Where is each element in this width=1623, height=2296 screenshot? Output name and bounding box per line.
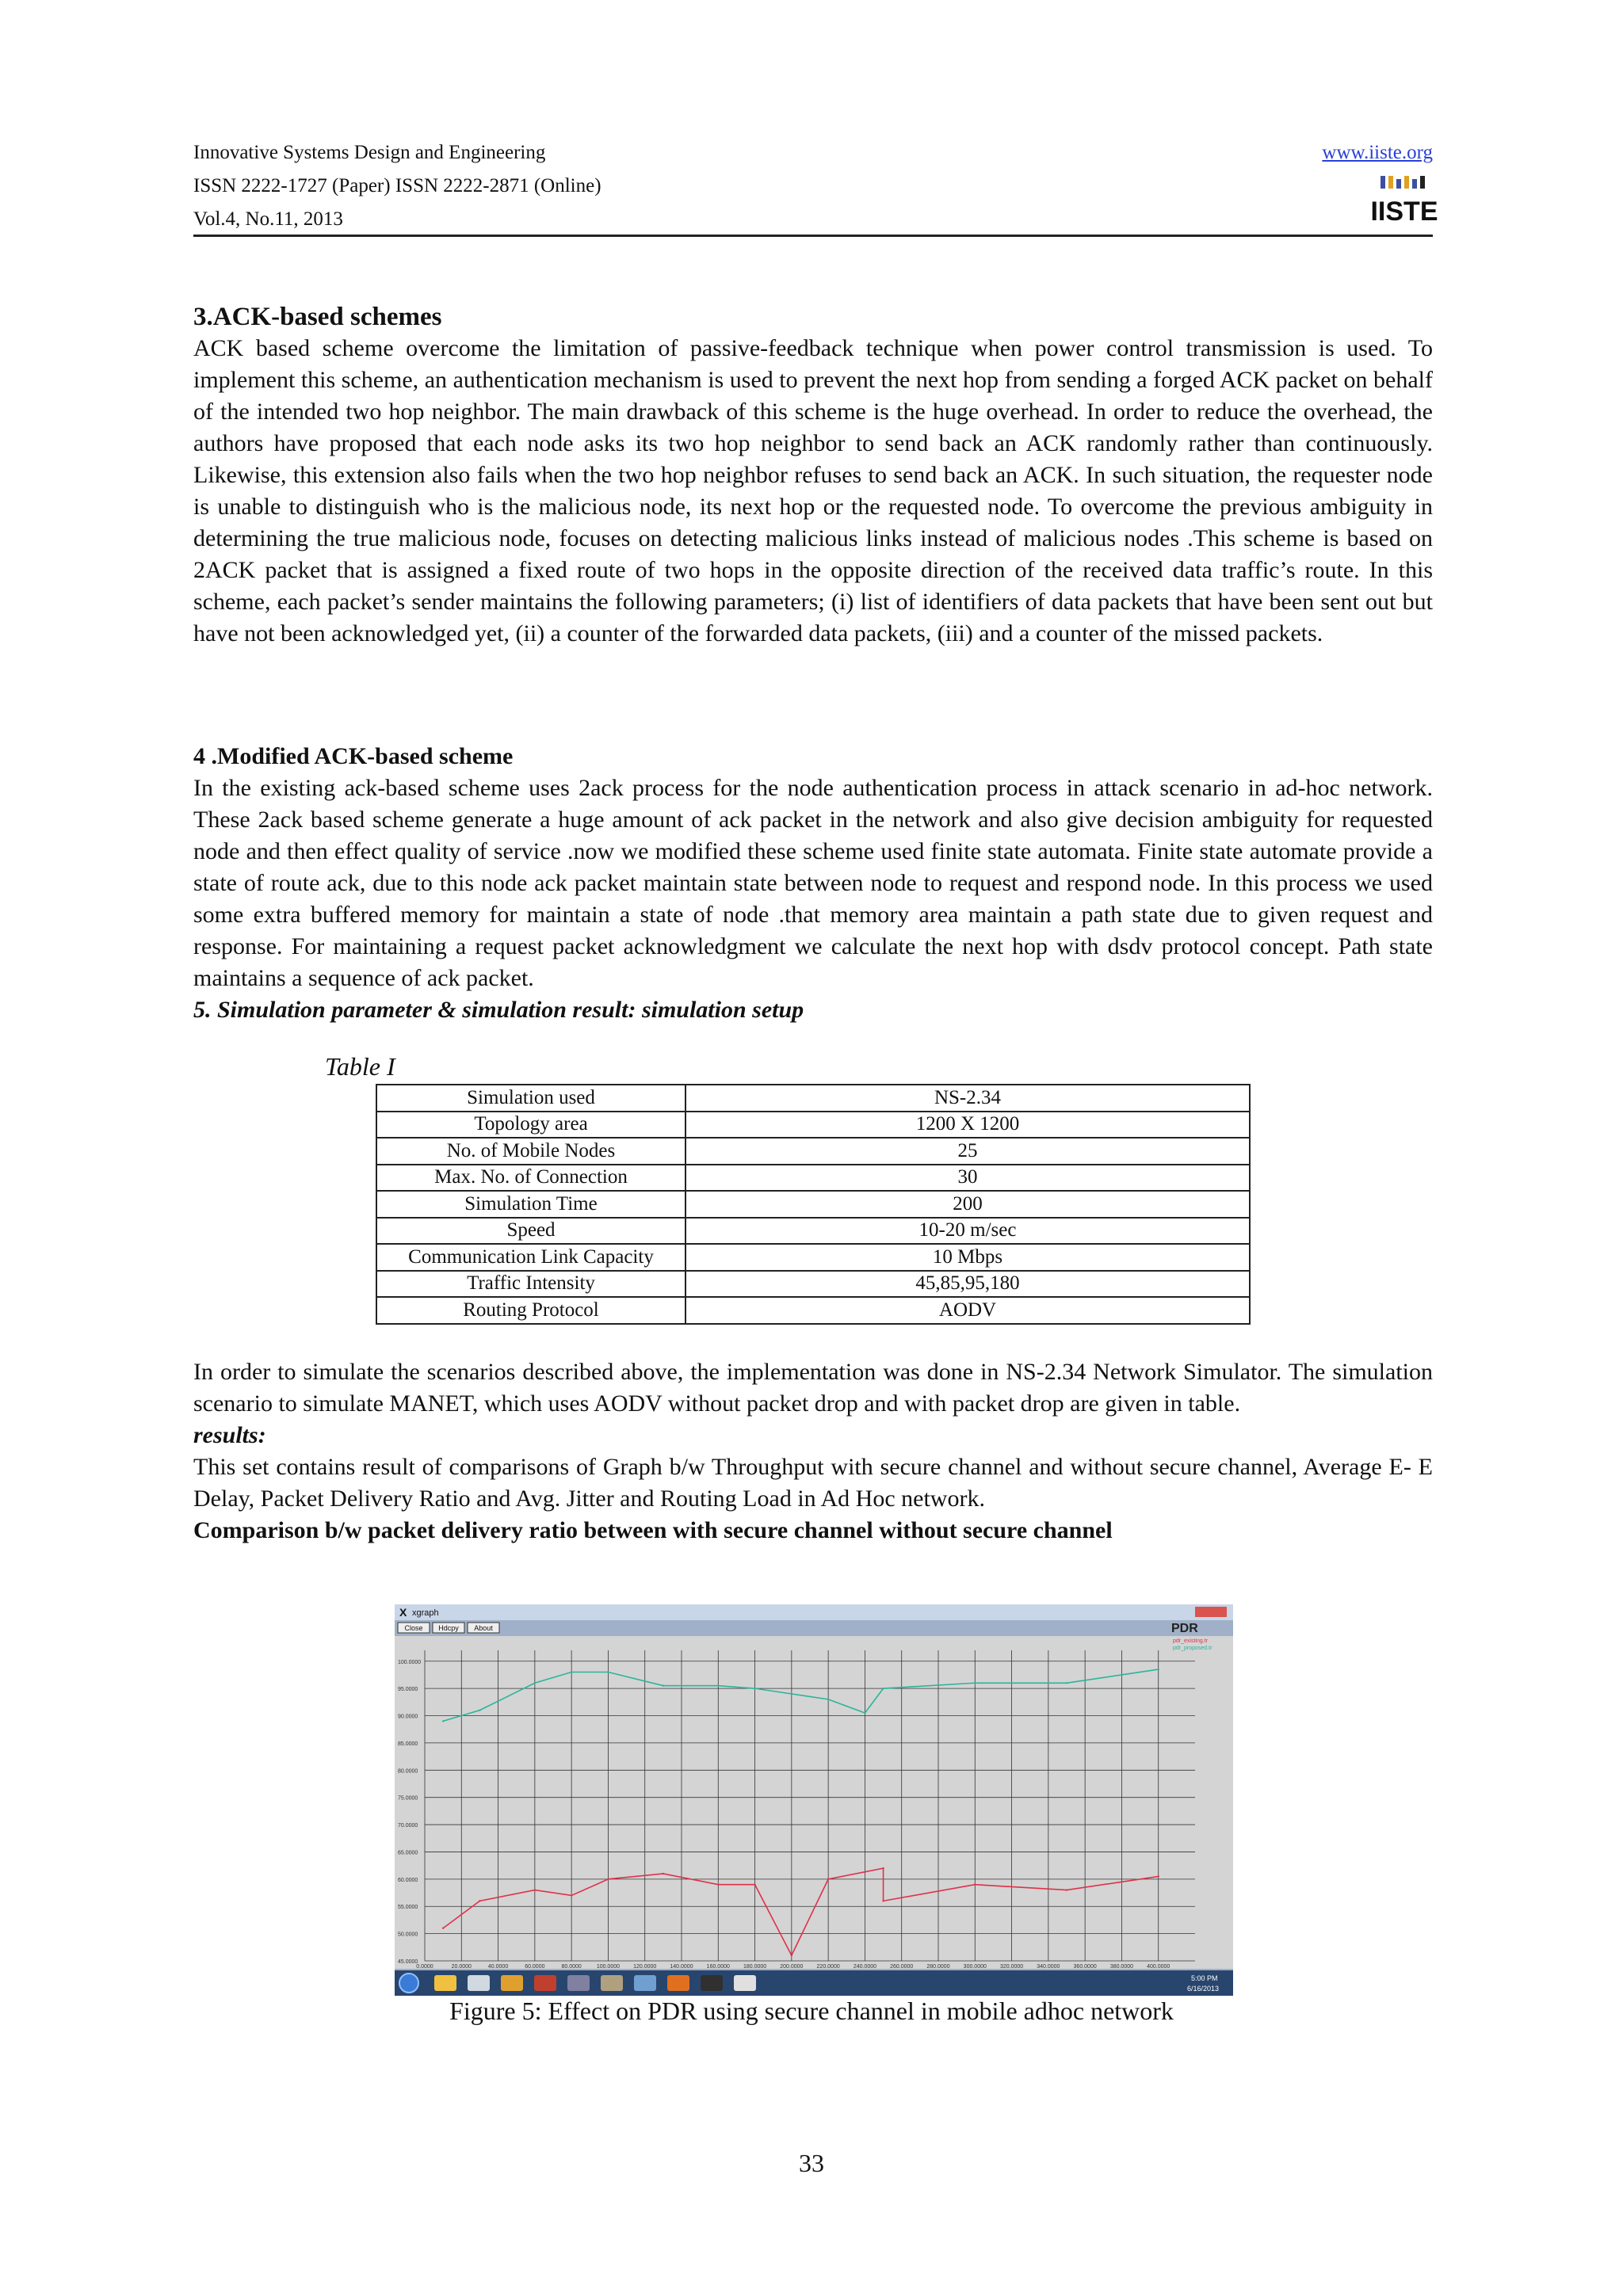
x-tick-label: 400.0000 bbox=[1147, 1964, 1170, 1970]
table-value-cell: 25 bbox=[685, 1138, 1250, 1165]
section-3-heading: 3.ACK-based schemes bbox=[193, 303, 442, 331]
simulation-table-body bbox=[376, 1085, 1250, 1324]
x-tick-label: 80.0000 bbox=[561, 1964, 582, 1970]
x-tick-label: 140.0000 bbox=[670, 1964, 693, 1970]
table-parameter-cell: Speed bbox=[376, 1218, 685, 1245]
table-parameter-cell: Max. No. of Connection bbox=[376, 1165, 685, 1192]
y-tick-label: 50.0000 bbox=[398, 1932, 418, 1938]
data-point bbox=[571, 1671, 572, 1672]
figure-caption: Figure 5: Effect on PDR using secure channel in mobile adhoc network bbox=[449, 1997, 1174, 2025]
y-tick-label: 65.0000 bbox=[398, 1850, 418, 1856]
y-tick-label: 45.0000 bbox=[398, 1959, 418, 1965]
data-point bbox=[754, 1688, 755, 1689]
section-4 bbox=[193, 741, 1433, 1026]
figure-5-screenshot bbox=[395, 1604, 1233, 1996]
journal-url-link[interactable]: www.iiste.org bbox=[1322, 142, 1433, 163]
window-close-button[interactable] bbox=[1195, 1607, 1227, 1617]
table-row bbox=[376, 1112, 1250, 1138]
table-parameter-cell: No. of Mobile Nodes bbox=[376, 1138, 685, 1165]
chart-label: PDR bbox=[1171, 1622, 1198, 1635]
taskbar-app-icon[interactable] bbox=[701, 1975, 723, 1991]
issn-line: ISSN 2222-1727 (Paper) ISSN 2222-2871 (Online) bbox=[193, 175, 601, 196]
x-tick-label: 40.0000 bbox=[487, 1964, 509, 1970]
data-point bbox=[663, 1873, 664, 1875]
x-icon: X bbox=[399, 1606, 407, 1619]
x-tick-label: 380.0000 bbox=[1109, 1964, 1134, 1970]
y-tick-label: 75.0000 bbox=[398, 1795, 418, 1802]
data-point bbox=[791, 1693, 792, 1695]
y-tick-label: 55.0000 bbox=[398, 1905, 418, 1911]
table-caption: Table I bbox=[325, 1052, 395, 1081]
table-parameter-cell: Traffic Intensity bbox=[376, 1271, 685, 1298]
xgraph-button-label: Hdcpy bbox=[438, 1624, 459, 1632]
data-point bbox=[827, 1699, 829, 1700]
legend-entry: pdr_existing.tr bbox=[1173, 1638, 1208, 1644]
y-tick-label: 85.0000 bbox=[398, 1741, 418, 1747]
x-tick-label: 180.0000 bbox=[743, 1964, 767, 1970]
x-tick-label: 340.0000 bbox=[1037, 1964, 1060, 1970]
x-tick-label: 0.0000 bbox=[416, 1964, 433, 1970]
y-tick-label: 80.0000 bbox=[398, 1768, 418, 1775]
comparison-heading: Comparison b/w packet delivery ratio between with secure channel without secure channel bbox=[193, 1517, 1113, 1543]
results-paragraph: This set contains result of comparisons of Graph b/w Throughput with secure channel and without secure channel, Average E- E Delay, Packet Delivery Ratio and Avg. Jitter and Routing Load in Ad Hoc network. bbox=[193, 1454, 1433, 1512]
taskbar-date: 6/16/2013 bbox=[1187, 1985, 1220, 1993]
data-point bbox=[442, 1928, 444, 1929]
data-point bbox=[534, 1889, 536, 1890]
section-3 bbox=[193, 301, 1433, 650]
y-tick-label: 70.0000 bbox=[398, 1823, 418, 1829]
volume-line: Vol.4, No.11, 2013 bbox=[193, 208, 343, 230]
data-point bbox=[1158, 1669, 1159, 1670]
table-parameter-cell: Simulation used bbox=[376, 1085, 685, 1112]
data-point bbox=[827, 1878, 829, 1880]
table-parameter-cell: Simulation Time bbox=[376, 1191, 685, 1218]
data-point bbox=[791, 1955, 792, 1956]
section-5-heading: 5. Simulation parameter & simulation result: simulation setup bbox=[193, 997, 804, 1023]
window-title: xgraph bbox=[412, 1608, 439, 1618]
data-point bbox=[717, 1884, 719, 1886]
taskbar-app-icon[interactable] bbox=[567, 1975, 590, 1991]
data-point bbox=[754, 1884, 755, 1886]
iiste-logo bbox=[1370, 174, 1438, 227]
plot-background bbox=[395, 1636, 1233, 1969]
data-point bbox=[442, 1720, 444, 1722]
y-tick-label: 90.0000 bbox=[398, 1714, 418, 1720]
page-number: 33 bbox=[799, 2149, 824, 2177]
table-value-cell: AODV bbox=[685, 1297, 1250, 1324]
table-parameter-cell: Communication Link Capacity bbox=[376, 1244, 685, 1271]
table-value-cell: 200 bbox=[685, 1191, 1250, 1218]
xgraph-button-label: About bbox=[474, 1624, 493, 1632]
x-tick-label: 260.0000 bbox=[890, 1964, 914, 1970]
taskbar-app-icon[interactable] bbox=[734, 1975, 756, 1991]
table-value-cell: 10 Mbps bbox=[685, 1244, 1250, 1271]
taskbar-app-icon[interactable] bbox=[434, 1975, 456, 1991]
table-value-cell: NS-2.34 bbox=[685, 1085, 1250, 1112]
x-tick-label: 120.0000 bbox=[633, 1964, 657, 1970]
table-row bbox=[376, 1165, 1250, 1192]
taskbar-app-icon[interactable] bbox=[667, 1975, 689, 1991]
x-tick-label: 60.0000 bbox=[525, 1964, 545, 1970]
table-value-cell: 30 bbox=[685, 1165, 1250, 1192]
data-point bbox=[607, 1671, 609, 1672]
data-point bbox=[717, 1685, 719, 1687]
data-point bbox=[864, 1712, 865, 1714]
data-point bbox=[663, 1685, 664, 1687]
x-axis-ticks bbox=[416, 1964, 1170, 1970]
data-point bbox=[479, 1900, 480, 1901]
data-point bbox=[479, 1709, 480, 1711]
simulation-table bbox=[376, 1084, 1251, 1325]
journal-name: Innovative Systems Design and Engineering bbox=[193, 142, 546, 163]
pdr-chart bbox=[395, 1604, 1233, 1996]
x-tick-label: 300.0000 bbox=[963, 1964, 987, 1970]
x-tick-label: 360.0000 bbox=[1073, 1964, 1097, 1970]
table-row bbox=[376, 1271, 1250, 1298]
y-tick-label: 95.0000 bbox=[398, 1687, 418, 1693]
journal-header bbox=[193, 136, 1438, 236]
table-row bbox=[376, 1297, 1250, 1324]
taskbar-app-icon[interactable] bbox=[634, 1975, 656, 1991]
x-tick-label: 220.0000 bbox=[816, 1964, 840, 1970]
data-point bbox=[607, 1878, 609, 1880]
data-point bbox=[534, 1682, 536, 1684]
legend-entry: pdr_proposed.tr bbox=[1173, 1646, 1212, 1651]
taskbar-app-icon[interactable] bbox=[468, 1975, 490, 1991]
x-tick-label: 160.0000 bbox=[706, 1964, 730, 1970]
x-tick-label: 320.0000 bbox=[999, 1964, 1024, 1970]
x-tick-label: 240.0000 bbox=[853, 1964, 877, 1970]
y-tick-label: 100.0000 bbox=[398, 1659, 422, 1665]
xgraph-buttons bbox=[398, 1623, 499, 1633]
start-button-icon[interactable] bbox=[399, 1974, 418, 1993]
title-bar bbox=[395, 1604, 1233, 1620]
table-value-cell: 45,85,95,180 bbox=[685, 1271, 1250, 1298]
section-4-heading: 4 .Modified ACK-based scheme bbox=[193, 743, 514, 769]
section-3-body: ACK based scheme overcome the limitation of passive-feedback technique when power control transmission is used. To implement this scheme, an authentication mechanism is used to prevent the next hop from sending a forged ACK packet on behalf of the intended two hop neighbor. The main drawback of this scheme is the huge overhead. In order to reduce the overhead, the authors have proposed that each node asks its two hop neighbor to send back an ACK randomly rather than continuously. Likewise, this extension also fails when the two hop neighbor refuses to send back an ACK. In such situation, the requester node is unable to distinguish who is the malicious node, its next hop or the requested node. To overcome the previous ambiguity in determining the true malicious node, focuses on detecting malicious links instead of malicious nodes .This scheme is based on 2ACK packet that is assigned a fixed route of two hops in the opposite direction of the received data traffic’s route. In this scheme, each packet’s sender maintains the following parameters; (i) list of identifiers of data packets that have been sent out but have not been acknowledged yet, (ii) a counter of the forwarded data packets, (iii) and a counter of the missed packets. bbox=[193, 335, 1433, 646]
data-point bbox=[1158, 1875, 1159, 1877]
table-value-cell: 1200 X 1200 bbox=[685, 1112, 1250, 1138]
table-row bbox=[376, 1085, 1250, 1112]
data-point bbox=[974, 1884, 976, 1886]
table-row bbox=[376, 1138, 1250, 1165]
data-point bbox=[882, 1688, 884, 1689]
data-point bbox=[882, 1867, 884, 1869]
section-4-body: In the existing ack-based scheme uses 2ack process for the node authentication process in attack scenario in ad-hoc network. These 2ack based scheme generate a huge amount of ack packet in the network and also give decision ambiguity for requested node and then effect quality of service .now we modified these scheme used finite state automata. Finite state automate provide a state of route ack, due to this node ack packet maintain state between node to request and respond node. In this process we used some extra buffered memory for maintain a state of node .that memory area maintain a path state due to given request and response. For maintaining a request packet acknowledgment we calculate the next hop with dsdv protocol concept. Path state maintains a sequence of ack packet. bbox=[193, 775, 1433, 991]
header-divider bbox=[193, 235, 1433, 237]
results-heading: results: bbox=[193, 1422, 266, 1448]
x-tick-label: 100.0000 bbox=[596, 1964, 621, 1970]
results-section bbox=[193, 1356, 1433, 1547]
x-tick-label: 200.0000 bbox=[780, 1964, 804, 1970]
data-point bbox=[1066, 1889, 1067, 1890]
y-tick-label: 60.0000 bbox=[398, 1877, 418, 1883]
taskbar-app-icon[interactable] bbox=[501, 1975, 523, 1991]
table-parameter-cell: Routing Protocol bbox=[376, 1297, 685, 1324]
table-parameter-cell: Topology area bbox=[376, 1112, 685, 1138]
taskbar-app-icon[interactable] bbox=[601, 1975, 623, 1991]
table-row bbox=[376, 1244, 1250, 1271]
x-tick-label: 280.0000 bbox=[926, 1964, 950, 1970]
x-tick-label: 20.0000 bbox=[451, 1964, 472, 1970]
taskbar-app-icon[interactable] bbox=[534, 1975, 556, 1991]
simulation-paragraph: In order to simulate the scenarios described above, the implementation was done in NS-2.34 Network Simulator. The simulation scenario to simulate MANET, which uses AODV without packet drop and with packet drop are given in table. bbox=[193, 1359, 1433, 1417]
data-point bbox=[1066, 1682, 1067, 1684]
table-row bbox=[376, 1191, 1250, 1218]
taskbar-time: 5:00 PM bbox=[1191, 1974, 1218, 1982]
data-point bbox=[974, 1682, 976, 1684]
xgraph-button-label: Close bbox=[404, 1624, 423, 1632]
table-value-cell: 10-20 m/sec bbox=[685, 1218, 1250, 1245]
table-row bbox=[376, 1218, 1250, 1245]
data-point bbox=[571, 1894, 572, 1896]
logo-lettering: IISTE bbox=[1370, 196, 1438, 227]
data-point bbox=[882, 1900, 884, 1901]
